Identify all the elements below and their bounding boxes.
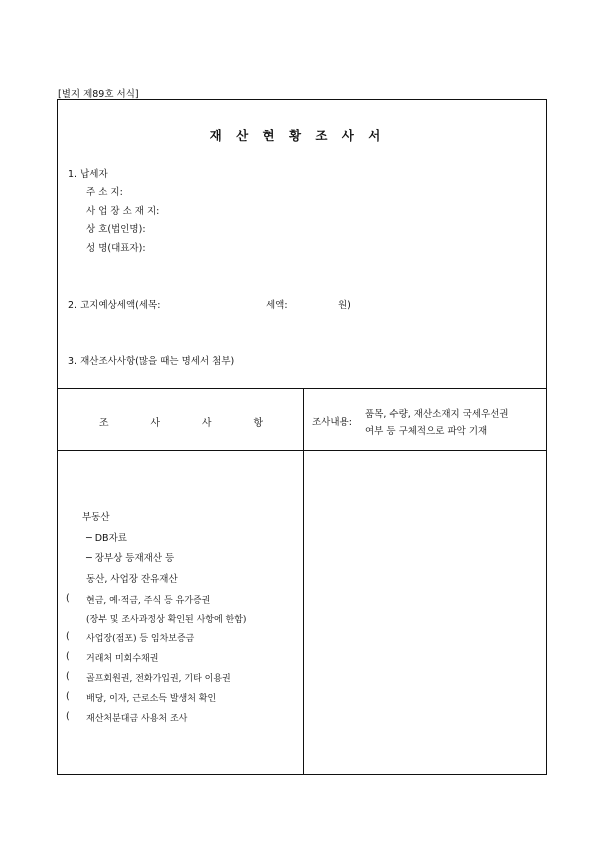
form-number-label: [별지 제89호 서식]	[58, 89, 139, 100]
paren-membership: (	[66, 671, 70, 682]
tax-amount-label: 세액:	[266, 300, 288, 311]
table-header-char: 사	[201, 418, 212, 429]
paren-dividend: (	[66, 691, 70, 702]
survey-content-desc-line2: 여부 등 구체적으로 파악 기재	[365, 426, 488, 437]
item-income-sources: 배당, 이자, 근로소득 발생처 확인	[86, 694, 217, 704]
table-header-char: 조	[98, 418, 109, 429]
paren-cash: (	[66, 593, 70, 604]
divider-section3-table	[57, 388, 547, 389]
form-title: 재 산 현 황 조 사 서	[209, 128, 386, 143]
won-label: 원)	[338, 300, 351, 311]
representative-label: 성 명(대표자):	[86, 243, 146, 254]
item-ledger-assets: ─ 장부상 등재재산 등	[86, 553, 175, 564]
divider-table-columns	[303, 388, 304, 775]
table-header-char: 항	[253, 418, 264, 429]
table-header-char: 사	[150, 418, 161, 429]
section2-heading: 2. 고지예상세액(세목:	[68, 300, 161, 311]
item-real-estate: 부동산	[82, 512, 110, 523]
table-header-survey-items	[58, 414, 304, 429]
company-name-label: 상 호(법인명):	[86, 224, 146, 235]
item-disposal-proceeds: 재산처분대금 사용처 조사	[86, 714, 188, 724]
item-cash-securities: 현금, 예·적금, 주식 등 유가증권	[86, 596, 211, 606]
survey-content-desc-line1: 품목, 수량, 재산소재지 국세우선권	[365, 409, 509, 420]
section1-heading: 1. 납세자	[68, 169, 108, 180]
item-receivables: 거래처 미회수채권	[86, 654, 159, 664]
item-memberships: 골프회원권, 전화가입권, 기타 이용권	[86, 674, 231, 684]
divider-table-header	[57, 450, 547, 451]
section3-heading: 3. 재산조사사항(많을 때는 명세서 첨부)	[68, 356, 235, 367]
paren-disposal: (	[66, 711, 70, 722]
survey-content-label: 조사내용:	[312, 417, 352, 428]
paren-lease: (	[66, 631, 70, 642]
item-movable-assets: 동산, 사업장 잔유재산	[86, 574, 178, 585]
item-db-records: ─ DB자료	[86, 533, 127, 544]
item-lease-deposit: 사업장(점포) 등 임차보증금	[86, 634, 195, 644]
business-location-label: 사 업 장 소 재 지:	[86, 206, 160, 217]
address-label: 주 소 지:	[86, 187, 123, 198]
paren-receivable: (	[66, 651, 70, 662]
item-cash-note: (장부 및 조사과정상 확인된 사항에 한함)	[86, 615, 247, 625]
